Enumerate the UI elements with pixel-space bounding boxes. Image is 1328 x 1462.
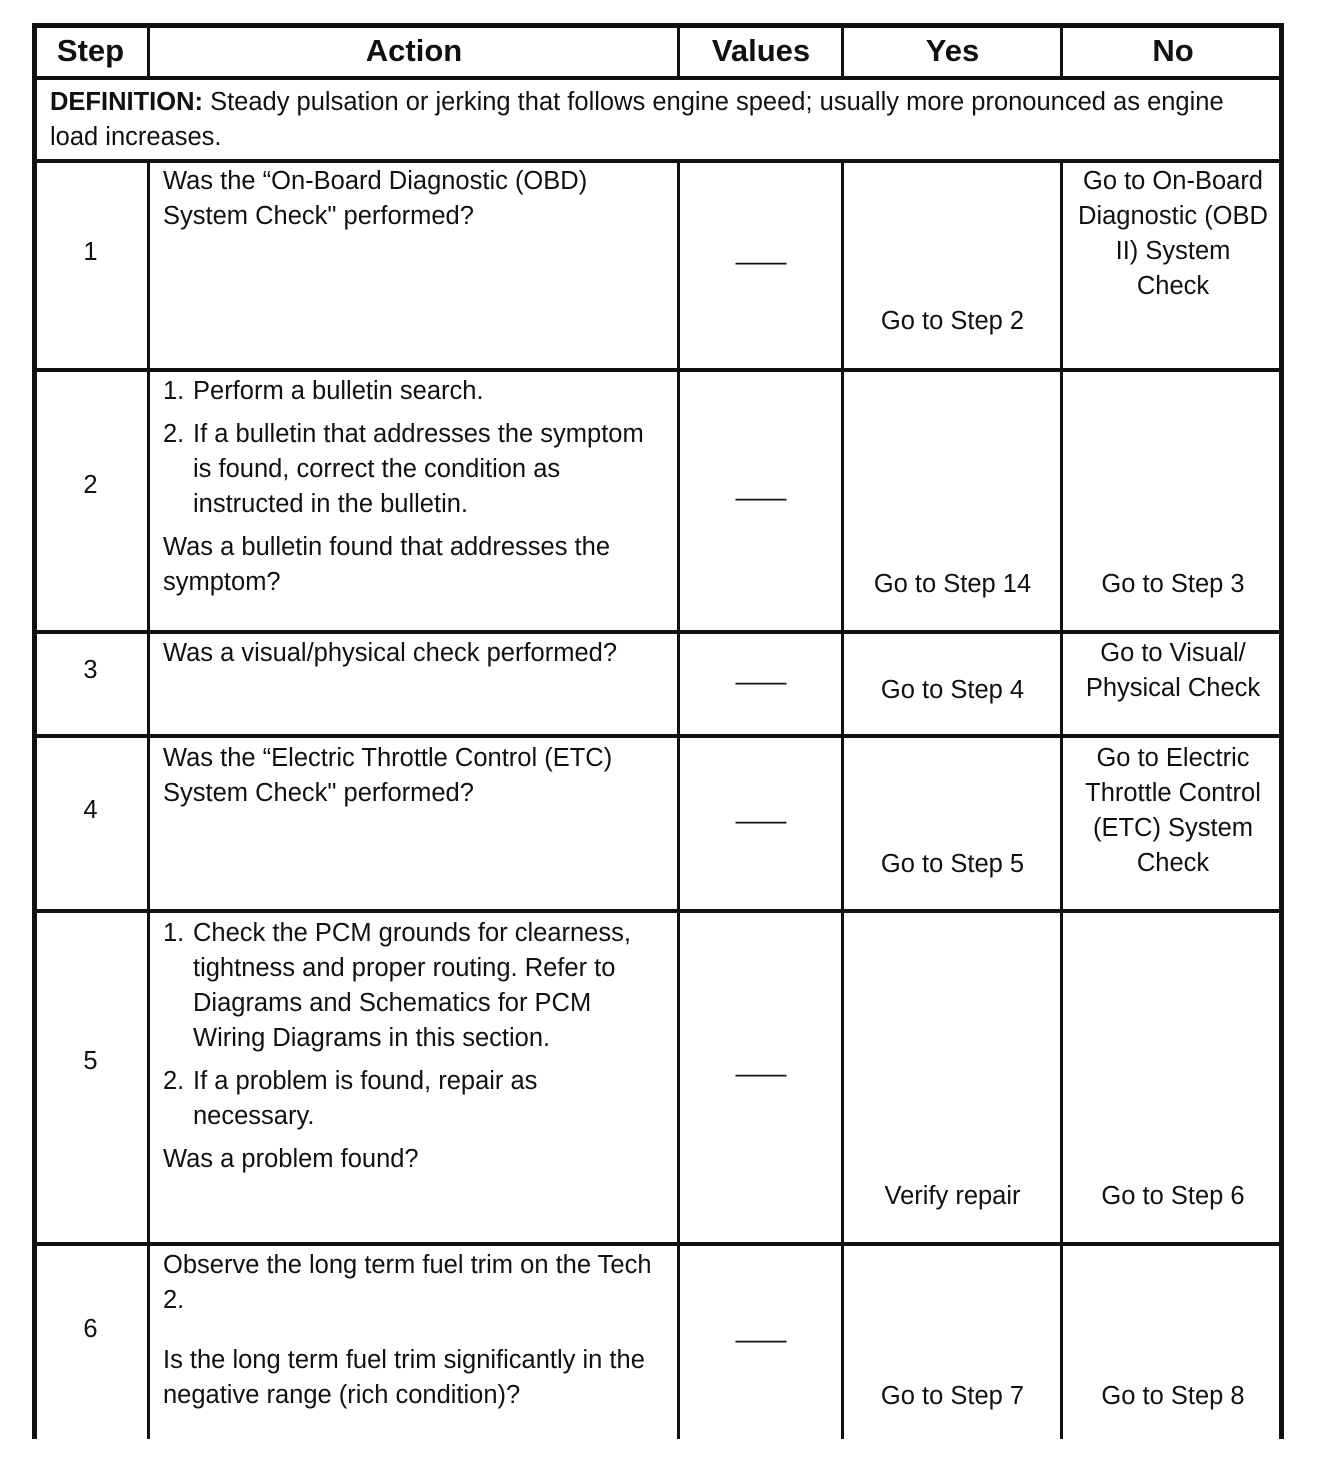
row-divider	[32, 368, 1284, 372]
column-divider	[677, 159, 680, 1439]
row-divider	[32, 159, 1284, 163]
no-cell: Go to Electric Throttle Control (ETC) System Check	[1085, 744, 1261, 877]
column-divider	[1060, 159, 1063, 1439]
step-number: 4	[83, 795, 98, 824]
action-question: Was a bulletin found that addresses the symptom?	[163, 533, 610, 596]
yes-cell: Go to Step 7	[880, 1382, 1025, 1410]
step-number: 1	[83, 237, 98, 266]
row-divider	[32, 734, 1284, 738]
definition	[50, 85, 1250, 155]
action-cell	[32, 741, 679, 811]
column-divider	[1060, 23, 1063, 78]
action-question: Was a problem found?	[163, 1145, 419, 1173]
value-cell: ——	[735, 667, 787, 696]
action-cell	[32, 164, 679, 234]
no-cell: Go to Step 6	[1101, 1182, 1245, 1210]
column-divider	[841, 159, 844, 1439]
table-border-right	[1279, 23, 1284, 1439]
action-step-item: 2. If a bulletin that addresses the symptom is found, correct the condition as instructed in the bulletin.	[163, 420, 644, 518]
column-divider	[147, 23, 150, 78]
column-divider	[147, 159, 150, 1439]
table-border-left	[32, 23, 37, 1439]
table-border-top	[32, 23, 1284, 28]
action-step-item: 1. Check the PCM grounds for clearness, tightness and proper routing. Refer to Diagrams and Schematics for PCM Wiring Diagrams in this section.	[163, 919, 631, 1052]
row-divider	[32, 76, 1284, 80]
action-intro: Observe the long term fuel trim on the Tech 2.	[163, 1251, 652, 1314]
column-divider	[841, 23, 844, 78]
step-number: 6	[83, 1314, 98, 1343]
step-number: 2	[83, 470, 98, 499]
action-question: Is the long term fuel trim significantly in the negative range (rich condition)?	[163, 1346, 645, 1409]
value-cell: ——	[735, 806, 787, 835]
action-cell	[32, 374, 679, 600]
column-divider	[677, 23, 680, 78]
value-cell: ——	[735, 1060, 787, 1088]
yes-cell: Go to Step 2	[880, 307, 1025, 335]
no-cell: Go to Step 3	[1101, 570, 1245, 598]
action-question: Was the “On-Board Diagnostic (OBD) System Check" performed?	[163, 167, 588, 230]
header-no: No	[1152, 32, 1194, 68]
definition-label: DEFINITION:	[50, 88, 203, 116]
step-number: 3	[83, 655, 98, 684]
action-question: Was a visual/physical check performed?	[163, 639, 617, 667]
action-steps	[163, 916, 665, 1134]
diagnostic-table	[32, 23, 1284, 1439]
row-divider	[32, 909, 1284, 913]
no-cell: Go to Visual/ Physical Check	[1085, 639, 1261, 702]
value-cell: ——	[735, 247, 787, 276]
action-steps	[163, 374, 665, 522]
header-yes: Yes	[925, 32, 980, 68]
step-number: 5	[83, 1046, 98, 1075]
value-cell: ——	[735, 1326, 787, 1354]
value-cell: ——	[735, 483, 787, 512]
yes-cell: Go to Step 5	[880, 850, 1025, 878]
yes-cell: Go to Step 14	[873, 570, 1032, 598]
definition-text: Steady pulsation or jerking that follows engine speed; usually more pronounced as engine load increases.	[50, 88, 1224, 151]
yes-cell: Go to Step 4	[880, 676, 1025, 704]
header-step: Step	[56, 32, 125, 68]
yes-cell: Verify repair	[884, 1182, 1021, 1210]
row-divider	[32, 1242, 1284, 1246]
row-divider	[32, 630, 1284, 634]
action-step-item: 1. Perform a bulletin search.	[163, 377, 484, 405]
header-values: Values	[711, 32, 811, 68]
action-step-item: 2. If a problem is found, repair as necessary.	[163, 1067, 538, 1130]
no-cell: Go to On-Board Diagnostic (OBD II) System Check	[1078, 167, 1268, 300]
no-cell: Go to Step 8	[1101, 1382, 1245, 1410]
action-cell	[32, 636, 679, 671]
action-cell	[32, 916, 679, 1177]
header-action: Action	[365, 32, 463, 68]
action-question: Was the “Electric Throttle Control (ETC) System Check" performed?	[163, 744, 613, 807]
action-cell	[32, 1248, 679, 1413]
